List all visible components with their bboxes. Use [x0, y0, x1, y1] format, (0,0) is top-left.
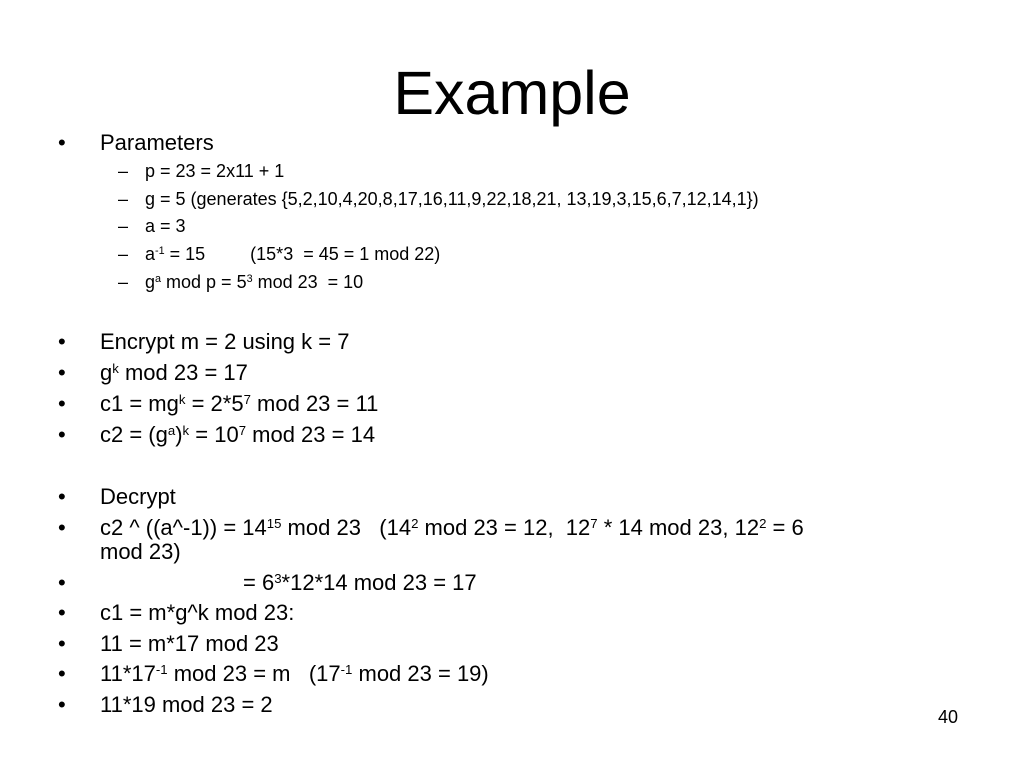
- sub-item-text: [145, 243, 440, 265]
- text-part: *12*14 mod 23 = 17: [281, 570, 477, 595]
- superscript: 2: [411, 515, 419, 531]
- bullet-marker: •: [58, 360, 66, 385]
- superscript: 2: [759, 515, 767, 531]
- sub-item-a-inverse: [0, 243, 1024, 265]
- sub-item-g: [0, 188, 1024, 210]
- bullet-marker: •: [58, 570, 66, 595]
- bullet-item-inverse: [0, 661, 1024, 687]
- bullet-item-c1: [0, 391, 1024, 417]
- bullet-text: Encrypt m = 2 using k = 7: [100, 329, 350, 354]
- text-part: a: [145, 244, 156, 264]
- dash-marker: –: [118, 161, 129, 181]
- text-part: = 10: [189, 422, 239, 447]
- sub-item-g-power: [0, 271, 1024, 293]
- sub-item-text: g = 5 (generates {5,2,10,4,20,8,17,16,11,9,22,18,21, 13,19,3,15,6,7,12,14,1}): [145, 189, 759, 209]
- bullet-text: Parameters: [100, 130, 214, 155]
- bullet-marker: •: [58, 329, 66, 354]
- dash-marker: –: [118, 244, 129, 264]
- text-part: = 2*5: [185, 391, 244, 416]
- superscript: 7: [590, 515, 598, 531]
- sub-item-a: [0, 215, 1024, 237]
- bullet-text: [100, 422, 375, 448]
- bullet-text: c1 = m*g^k mod 23:: [100, 600, 295, 625]
- bullet-item-gk: [0, 360, 1024, 386]
- text-part: mod 23 = 17: [118, 360, 248, 385]
- bullet-item-c2-result: [0, 570, 1024, 596]
- bullet-text: [243, 570, 477, 596]
- bullet-item-parameters: [0, 130, 1024, 156]
- superscript: 7: [238, 422, 247, 438]
- bullet-item-result: [0, 692, 1024, 718]
- dash-marker: –: [118, 272, 129, 292]
- bullet-marker: •: [58, 515, 66, 540]
- bullet-item-11-eq: [0, 631, 1024, 657]
- superscript: 7: [243, 391, 251, 407]
- bullet-marker: •: [58, 391, 66, 416]
- bullet-text: [100, 515, 804, 541]
- dash-marker: –: [118, 189, 129, 209]
- superscript: k: [112, 360, 119, 376]
- bullet-item-encrypt: [0, 329, 1024, 355]
- text-part: = 15 (15*3 = 45 = 1 mod 22): [164, 244, 441, 264]
- text-part: ): [175, 422, 183, 447]
- dash-marker: –: [118, 216, 129, 236]
- sub-item-text: a = 3: [145, 216, 186, 236]
- superscript: a: [167, 422, 176, 438]
- sub-item-p: [0, 160, 1024, 182]
- text-part: = 6: [766, 515, 804, 540]
- superscript: 3: [246, 273, 253, 286]
- superscript: k: [178, 391, 186, 407]
- text-part: c1 = mg: [100, 391, 179, 416]
- text-part: g: [100, 360, 113, 385]
- bullet-marker: •: [58, 692, 66, 717]
- text-part: = 6: [243, 570, 275, 595]
- bullet-text: [100, 661, 489, 687]
- bullet-item-c2: [0, 422, 1024, 448]
- bullet-marker: •: [58, 661, 66, 686]
- text-part: mod 23 = 14: [246, 422, 376, 447]
- text-part: mod 23 = 11: [250, 391, 379, 416]
- bullet-item-c1-formula: [0, 600, 1024, 626]
- bullet-marker: •: [58, 600, 66, 625]
- text-part: g: [145, 272, 156, 292]
- superscript: k: [182, 422, 190, 438]
- bullet-text: 11 = m*17 mod 23: [100, 631, 279, 656]
- superscript: 15: [266, 515, 282, 531]
- superscript: a: [155, 273, 162, 286]
- page-number: 40: [938, 707, 959, 727]
- bullet-marker: •: [58, 422, 66, 447]
- text-part: * 14 mod 23, 12: [597, 515, 760, 540]
- superscript: 3: [274, 570, 282, 586]
- text-part: mod p = 5: [161, 272, 247, 292]
- text-part: mod 23 = 12, 12: [418, 515, 591, 540]
- superscript: -1: [155, 245, 165, 258]
- superscript: -1: [340, 661, 353, 677]
- text-part: mod 23 = 19): [352, 661, 489, 686]
- bullet-text: 11*19 mod 23 = 2: [100, 692, 273, 717]
- superscript: -1: [155, 661, 168, 677]
- sub-item-text: [145, 271, 363, 293]
- bullet-marker: •: [58, 130, 66, 155]
- bullet-item-c2-power: [0, 515, 1024, 567]
- slide-title: Example: [393, 59, 631, 127]
- bullet-item-decrypt: [0, 484, 1024, 510]
- text-part: mod 23 = m (17: [167, 661, 341, 686]
- sub-item-text: p = 23 = 2x11 + 1: [145, 161, 285, 181]
- bullet-marker: •: [58, 631, 66, 656]
- bullet-marker: •: [58, 484, 66, 509]
- text-part: c2 ^ ((a^-1)) = 14: [100, 515, 267, 540]
- bullet-text: [100, 360, 248, 386]
- text-part: 11*17: [100, 661, 156, 686]
- text-part: c2 = (g: [100, 422, 168, 447]
- bullet-text: [100, 391, 378, 417]
- text-part: mod 23 = 10: [252, 272, 364, 292]
- bullet-text-continuation: mod 23): [100, 539, 181, 564]
- bullet-text: Decrypt: [100, 484, 176, 509]
- text-part: mod 23 (14: [281, 515, 412, 540]
